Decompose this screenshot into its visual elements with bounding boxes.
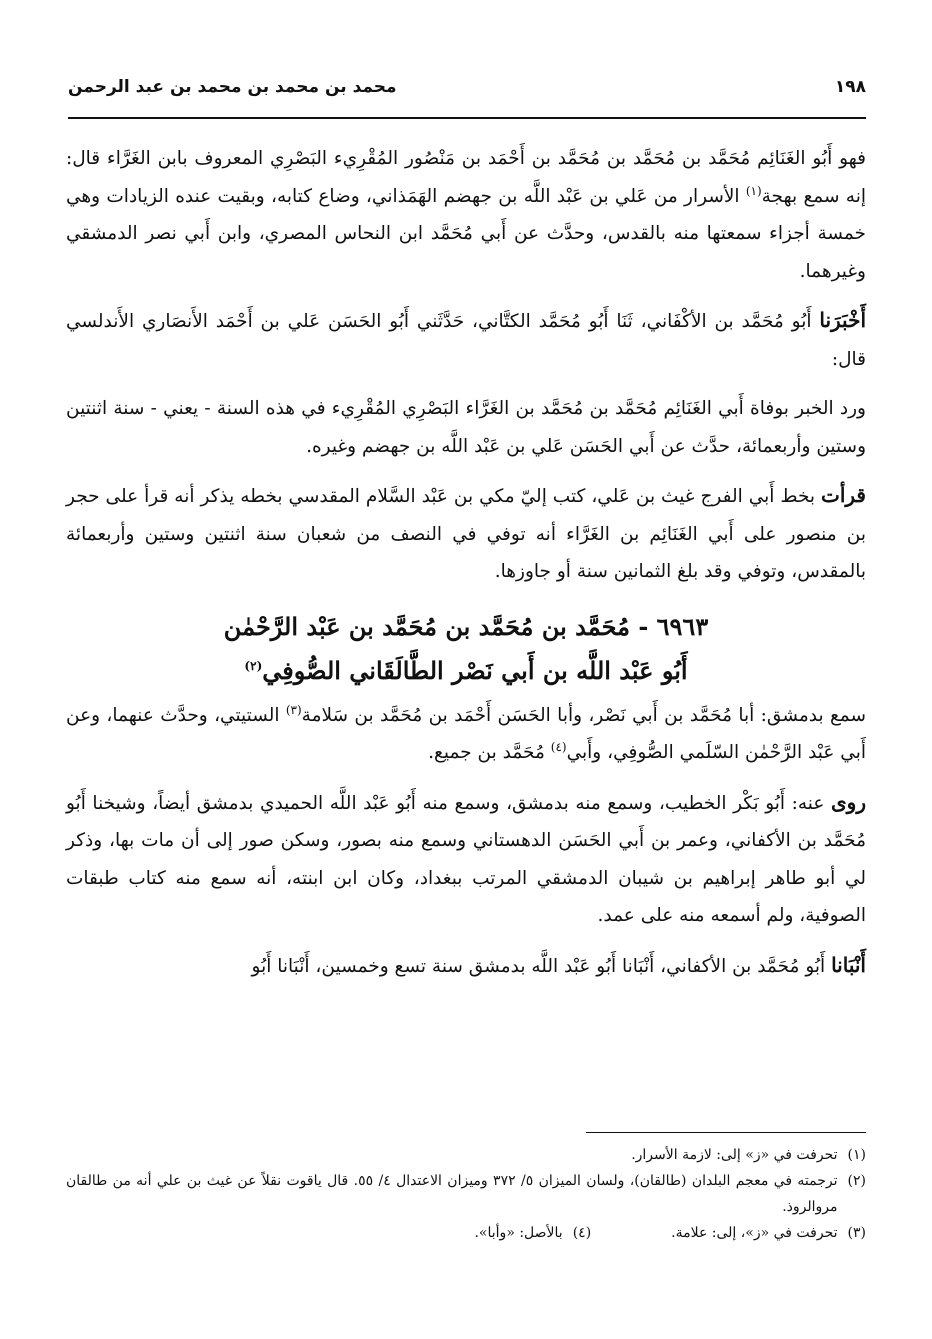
paragraph-5: سمع بدمشق: أبا مُحَمَّد بن أَبي نَصْر، وأبا الحَسَن أَحْمَد بن مُحَمَّد بن سَلامة$^{(٣)}$ الستيتي، وحدَّث عنهما، وعن أَبي عَبْد الرَّحْمٰن السّلَمي الصُّوفِي، وأَبي$^{(٤)}$ مُحَمَّد بن جميع. — [66, 702, 866, 763]
footnote-ref-4[interactable]: (٤) — [550, 739, 567, 754]
footnote-rule — [586, 1132, 866, 1133]
paragraph-lead: قرأت — [821, 483, 866, 507]
footnote-1: (١) تحرفت في «ز» إلى: لازمة الأسرار. — [631, 1147, 866, 1163]
paragraph-7: أَنْبَانا أَبُو مُحَمَّد بن الأكفاني، أَنْبَانا أَبُو عَبْد اللَّه بدمشق سنة تسع وخمسين، أَنْبَانا أَبُو — [251, 952, 866, 977]
footnote-ref-3[interactable]: (٣) — [285, 702, 302, 717]
paragraph-lead: أَنْبَانا — [831, 952, 866, 977]
paragraph-lead: أَخْبَرَنا — [819, 308, 866, 332]
footnote-ref-1[interactable]: (١) — [745, 183, 762, 198]
header-rule — [68, 117, 866, 119]
page-number: ١٩٨ — [834, 77, 866, 97]
footnote-4: (٤) بالأصل: «وأبا». — [474, 1225, 592, 1241]
running-title: محمد بن محمد بن محمد بن عبد الرحمن — [68, 77, 397, 97]
entry-title — [66, 605, 866, 693]
entry-title-line-1: ٦٩٦٣ - مُحَمَّد بن مُحَمَّد بن مُحَمَّد بن عَبْد الرَّحْمٰن — [223, 611, 709, 641]
entry-title-line-2: أَبُو عَبْد اللَّه بن أَبي نَصْر الطَّالَقَاني الصُّوفِي$^{(٢)}$ — [244, 655, 688, 685]
page-header — [68, 72, 866, 102]
paragraph-3: ورد الخبر بوفاة أَبي الغَنَائِم مُحَمَّد بن مُحَمَّد بن الغَرَّاء البَصْرِي المُقْرِيء في هذه السنة - يعني - سنة اثنتين وستين وأربعمائة، حدَّث عن أَبي الحَسَن عَلي بن عَبْد اللَّه بن جهضم وغيره. — [66, 398, 866, 457]
footnote-2: (٢) ترجمته في معجم البلدان (طالقان)، ولسان الميزان ٥/ ٣٧٢ وميزان الاعتدال ٤/ ٥٥. قال ياقوت نقلاً عن غيث بن علي أنه من طالقان مروالروذ. — [66, 1173, 866, 1215]
paragraph-lead: روى — [831, 789, 866, 814]
paragraph-4: قرأت بخط أَبي الفرج غيث بن عَلي، كتب إليّ مكي بن عَبْد السَّلام المقدسي بخطه يذكر أنه قرأ على حجر بن منصور على أَبي الغَنَائِم بن الغَرَّاء أنه توفي في النصف من شعبان سنة اثنتين وستين وأربعمائة بالمقدس، وتوفي وقد بلغ الثمانين سنة أو جاوزها. — [66, 483, 866, 582]
footnote-3: (٣) تحرفت في «ز»، إلى: علامة. — [671, 1225, 866, 1241]
footnotes — [66, 1142, 866, 1246]
footnote-row — [66, 1220, 866, 1246]
paragraph-1: فهو أَبُو الغَنَائِم مُحَمَّد بن مُحَمَّد بن مُحَمَّد بن أَحْمَد بن مَنْصُور المُقْرِيء البَصْرِي المعروف بابن الغَرَّاء قال: إنه سمع بهجة$^{(١)}$ الأسرار من عَلي بن عَبْد اللَّه بن جهضم الهَمَذاني، وضاع كتابه، وبقيت عنده الزيادات وهي خمسة أجزاء سمعتها منه بالقدس، وحدَّث عن أَبي مُحَمَّد ابن النحاس المصري، وابن أَبي نصر الدمشقي وغيرهما. — [66, 148, 866, 282]
paragraph-2: أَخْبَرَنا أَبُو مُحَمَّد بن الأكْفَاني، ثَنَا أَبُو مُحَمَّد الكتَّاني، حَدَّثَني أَبُو الحَسَن عَلي بن أَحْمَد الأَنصَاري الأَندلسي قال: — [66, 308, 866, 370]
paragraph-6: روى عنه: أَبُو بَكْر الخطيب، وسمع منه بدمشق، وسمع منه أَبُو عَبْد اللَّه الحميدي بدمشق أيضاً، وشيخنا أَبُو مُحَمَّد بن الأكفاني، وعمر بن أَبي الحَسَن الدهستاني وسمع منه بصور، وسكن صور إلى أن مات بها، وذكر لي أبو طاهر إبراهيم بن شيبان الدمشقي المرتب ببغداد، وكان ابن ابنته، أنه سمع منه كتاب طبقات الصوفية، ولم أسمعه منه على عمد. — [66, 789, 866, 926]
footnote-ref-2[interactable]: (٢) — [244, 658, 263, 673]
main-text — [66, 140, 866, 997]
